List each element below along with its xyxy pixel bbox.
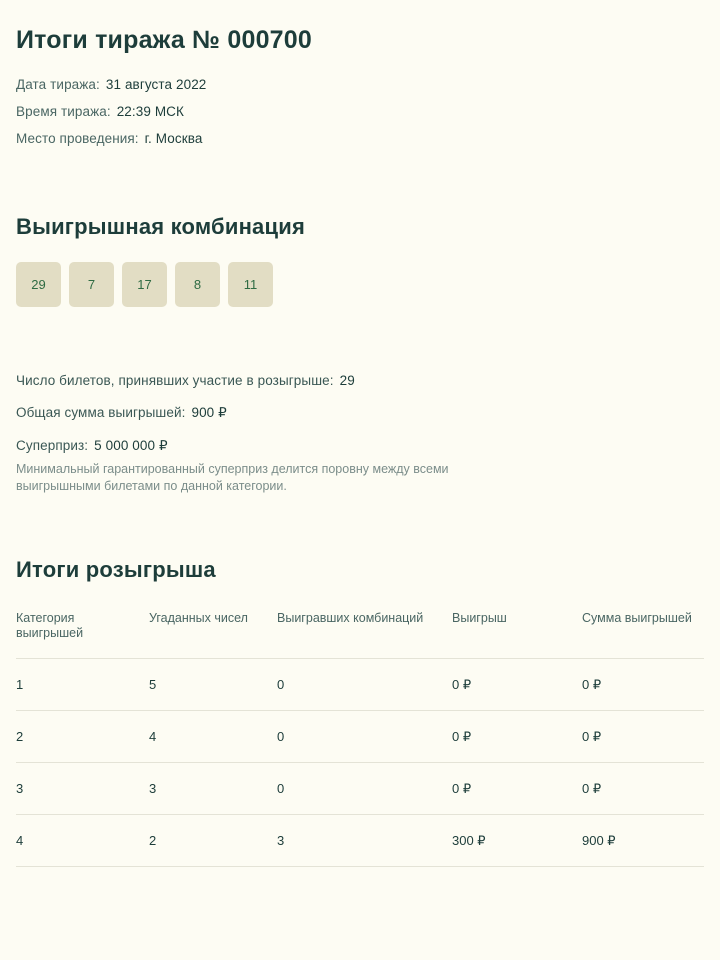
cell-winning-combinations: 0 [277,763,452,815]
meta-label-place: Место проведения: [16,131,139,146]
cell-prize: 0 ₽ [452,659,582,711]
table-header-prize: Выигрыш [452,611,582,659]
stat-row-tickets [16,373,704,388]
cell-category: 1 [16,659,149,711]
winning-number-ball: 29 [16,262,61,307]
draw-statistics [16,373,704,495]
stat-label-tickets: Число билетов, принявших участие в розыгрыше: [16,373,334,388]
meta-row-time [16,104,704,119]
meta-label-time: Время тиража: [16,104,111,119]
stat-value-tickets: 29 [339,373,355,388]
results-title: Итоги розыгрыша [16,556,216,582]
results-table [16,611,704,867]
winning-combination-title: Выигрышная комбинация [16,214,305,239]
cell-prize-sum: 900 ₽ [582,815,704,867]
stat-value-superprize: 5 000 000 ₽ [94,438,168,453]
table-row [16,659,704,711]
cell-category: 3 [16,763,149,815]
meta-row-place [16,131,704,146]
meta-row-date [16,77,704,92]
cell-matched: 3 [149,763,277,815]
table-row [16,763,704,815]
cell-prize-sum: 0 ₽ [582,763,704,815]
cell-winning-combinations: 3 [277,815,452,867]
stat-label-total-prize: Общая сумма выигрышей: [16,405,186,420]
meta-value-time: 22:39 МСК [116,104,184,119]
draw-meta [16,77,704,146]
table-header-prize-sum: Сумма выигрышей [582,611,704,659]
cell-prize-sum: 0 ₽ [582,659,704,711]
cell-prize-sum: 0 ₽ [582,711,704,763]
cell-matched: 4 [149,711,277,763]
table-header-winning-combinations: Выигравших комбинаций [277,611,452,659]
cell-category: 2 [16,711,149,763]
stat-row-total-prize [16,405,704,421]
cell-prize: 300 ₽ [452,815,582,867]
table-header-row [16,611,704,659]
stat-label-superprize: Суперприз: [16,438,89,453]
superprize-note: Минимальный гарантированный суперприз делится поровну между всеми выигрышными билетами по данной категории. [16,462,449,493]
stat-value-total-prize: 900 ₽ [191,405,227,420]
winning-number-ball: 11 [228,262,273,307]
table-header-matched: Угаданных чисел [149,611,277,659]
winning-numbers-list [16,262,704,307]
results-section [16,557,704,867]
winning-number-ball: 17 [122,262,167,307]
cell-matched: 5 [149,659,277,711]
meta-label-date: Дата тиража: [16,77,100,92]
winning-number-ball: 7 [69,262,114,307]
page-title: Итоги тиража № 000700 [16,26,312,54]
cell-winning-combinations: 0 [277,659,452,711]
cell-category: 4 [16,815,149,867]
cell-prize: 0 ₽ [452,711,582,763]
winning-number-ball: 8 [175,262,220,307]
cell-matched: 2 [149,815,277,867]
cell-winning-combinations: 0 [277,711,452,763]
table-row [16,815,704,867]
meta-value-place: г. Москва [144,131,203,146]
meta-value-date: 31 августа 2022 [105,77,207,92]
cell-prize: 0 ₽ [452,763,582,815]
winning-combination-section [16,214,704,307]
table-row [16,711,704,763]
stat-row-superprize [16,438,704,454]
table-header-category: Категория выигрышей [16,611,149,659]
